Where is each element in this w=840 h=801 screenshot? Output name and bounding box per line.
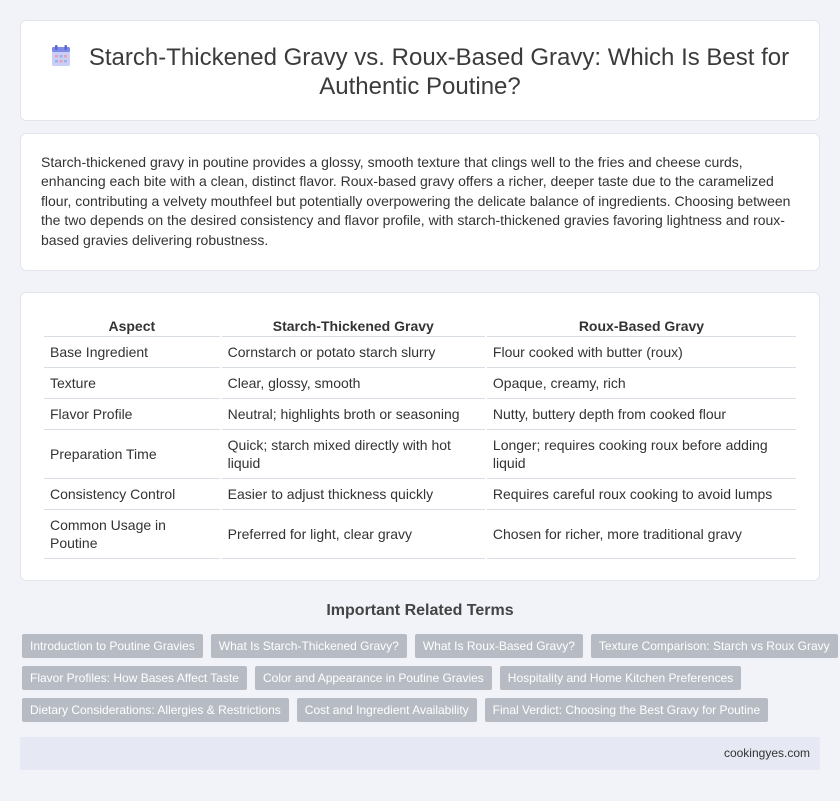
footer-site-name: cookingyes.com bbox=[723, 746, 810, 760]
table-row bbox=[44, 399, 796, 430]
related-terms-list bbox=[22, 634, 830, 730]
tag-row bbox=[22, 698, 822, 722]
table-row bbox=[44, 510, 796, 559]
table-cell: Requires careful roux cooking to avoid lumps bbox=[487, 479, 796, 510]
table-cell: Cornstarch or potato starch slurry bbox=[222, 337, 485, 368]
tag-link[interactable]: Flavor Profiles: How Bases Affect Taste bbox=[22, 666, 247, 690]
tag-link[interactable]: Texture Comparison: Starch vs Roux Gravy bbox=[591, 634, 838, 658]
header-roux: Roux-Based Gravy bbox=[487, 315, 796, 337]
tag-row bbox=[22, 634, 830, 658]
table-cell: Longer; requires cooking roux before adding liquid bbox=[487, 430, 796, 479]
tag-link[interactable]: Final Verdict: Choosing the Best Gravy for Poutine bbox=[485, 698, 768, 722]
table-cell: Texture bbox=[44, 368, 220, 399]
table-cell: Neutral; highlights broth or seasoning bbox=[222, 399, 485, 430]
table-cell: Consistency Control bbox=[44, 479, 220, 510]
page-title-text: Starch-Thickened Gravy vs. Roux-Based Gravy: Which Is Best for Authentic Poutine? bbox=[88, 44, 790, 100]
table-row bbox=[44, 479, 796, 510]
table-cell: Flour cooked with butter (roux) bbox=[487, 337, 796, 368]
tag-link[interactable]: Dietary Considerations: Allergies & Restrictions bbox=[22, 698, 289, 722]
footer-bar bbox=[20, 737, 820, 770]
table-cell: Chosen for richer, more traditional gravy bbox=[487, 510, 796, 559]
tag-link[interactable]: Cost and Ingredient Availability bbox=[297, 698, 477, 722]
table-cell: Base Ingredient bbox=[44, 337, 220, 368]
table-cell: Nutty, buttery depth from cooked flour bbox=[487, 399, 796, 430]
document-icon bbox=[51, 45, 71, 67]
table-cell: Opaque, creamy, rich bbox=[487, 368, 796, 399]
header-aspect: Aspect bbox=[44, 315, 220, 337]
table-row bbox=[44, 337, 796, 368]
title-wrap bbox=[21, 43, 819, 101]
table-cell: Preferred for light, clear gravy bbox=[222, 510, 485, 559]
tag-link[interactable]: What Is Starch-Thickened Gravy? bbox=[211, 634, 407, 658]
table-header-row bbox=[44, 315, 796, 337]
table-cell: Common Usage in Poutine bbox=[44, 510, 220, 559]
table-cell: Easier to adjust thickness quickly bbox=[222, 479, 485, 510]
header-card bbox=[20, 20, 820, 121]
tag-row bbox=[22, 666, 822, 690]
header-starch: Starch-Thickened Gravy bbox=[222, 315, 485, 337]
comparison-table-card bbox=[20, 292, 820, 581]
table-cell: Flavor Profile bbox=[44, 399, 220, 430]
comparison-table bbox=[42, 315, 798, 559]
tag-link[interactable]: Introduction to Poutine Gravies bbox=[22, 634, 203, 658]
page-title bbox=[21, 43, 819, 101]
table-row bbox=[44, 368, 796, 399]
table-cell: Preparation Time bbox=[44, 430, 220, 479]
intro-card bbox=[20, 133, 820, 271]
tag-link[interactable]: Hospitality and Home Kitchen Preferences bbox=[500, 666, 741, 690]
table-cell: Quick; starch mixed directly with hot liquid bbox=[222, 430, 485, 479]
table-cell: Clear, glossy, smooth bbox=[222, 368, 485, 399]
table-row bbox=[44, 430, 796, 479]
tag-link[interactable]: What Is Roux-Based Gravy? bbox=[415, 634, 583, 658]
intro-paragraph: Starch-thickened gravy in poutine provides a glossy, smooth texture that clings well to the fries and cheese curds, enhancing each bite with a clean, distinct flavor. Roux-based gravy offers a richer, deeper taste due to the caramelized flour, contributing a velvety mouthfeel but potentially overpowering the delicate balance of ingredients. Choosing between the two depends on the desired consistency and flavor profile, with starch-thickened gravies favoring lightness and roux-based gravies delivering robustness. bbox=[41, 154, 791, 248]
related-terms-title: Important Related Terms bbox=[326, 602, 514, 619]
tag-link[interactable]: Color and Appearance in Poutine Gravies bbox=[255, 666, 492, 690]
